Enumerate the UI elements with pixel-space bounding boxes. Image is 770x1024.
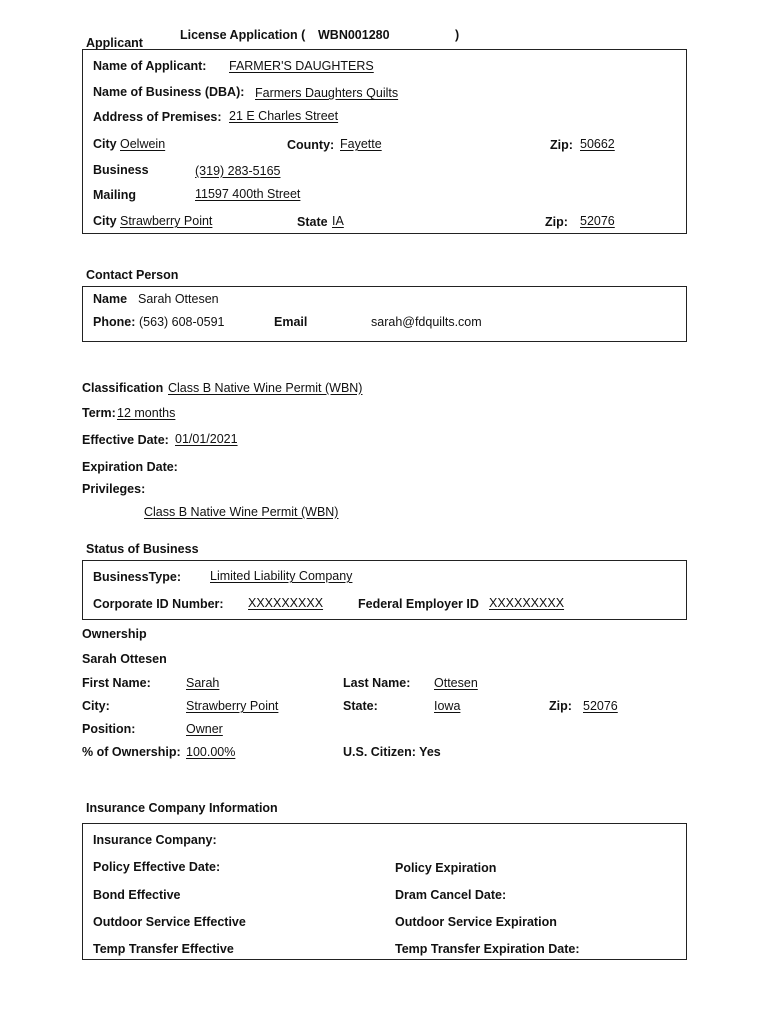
- ownership-percent-label: % of Ownership:: [82, 745, 181, 759]
- county-value: Fayette: [340, 137, 382, 151]
- dram-cancel-label: Dram Cancel Date:: [395, 888, 507, 902]
- owner-state-label: State:: [343, 699, 378, 713]
- classification-label: Classification: [82, 381, 164, 395]
- outdoor-expiration-label: Outdoor Service Expiration: [395, 915, 557, 929]
- expiration-date-label: Expiration Date:: [82, 460, 178, 474]
- city-value: Oelwein: [120, 137, 166, 151]
- temp-transfer-expiration-label: Temp Transfer Expiration Date:: [395, 942, 580, 956]
- mail-city-label: City: [93, 214, 117, 228]
- applicant-name-label: Name of Applicant:: [93, 59, 207, 73]
- contact-phone-label: Phone:: [93, 315, 136, 329]
- dba-value: Farmers Daughters Quilts: [255, 86, 399, 100]
- effective-date-label: Effective Date:: [82, 433, 169, 447]
- policy-expiration-label: Policy Expiration: [395, 861, 497, 875]
- applicant-heading: Applicant: [86, 36, 143, 50]
- zip-label: Zip:: [550, 138, 573, 152]
- contact-email-value: sarah@fdquilts.com: [371, 315, 482, 329]
- contact-email-label: Email: [274, 315, 308, 329]
- zip-value: 50662: [580, 137, 615, 151]
- status-box: [82, 560, 687, 620]
- privileges-label: Privileges:: [82, 482, 146, 496]
- mail-zip-label: Zip:: [545, 215, 568, 229]
- corporate-id-label: Corporate ID Number:: [93, 597, 224, 611]
- address-label: Address of Premises:: [93, 110, 222, 124]
- owner-zip-label: Zip:: [549, 699, 572, 713]
- mailing-value: 11597 400th Street: [195, 187, 301, 201]
- first-name-label: First Name:: [82, 676, 151, 690]
- bond-effective-label: Bond Effective: [93, 888, 181, 902]
- term-label: Term:: [82, 406, 116, 420]
- address-value: 21 E Charles Street: [229, 109, 339, 123]
- outdoor-effective-label: Outdoor Service Effective: [93, 915, 246, 929]
- position-value: Owner: [186, 722, 223, 736]
- owner-city-value: Strawberry Point: [186, 699, 279, 713]
- term-value: 12 months: [117, 406, 176, 420]
- privileges-value: Class B Native Wine Permit (WBN): [144, 505, 339, 519]
- title-prefix: License Application (: [180, 28, 306, 42]
- position-label: Position:: [82, 722, 136, 736]
- first-name-value: Sarah: [186, 676, 220, 690]
- effective-date-value: 01/01/2021: [175, 432, 238, 446]
- contact-heading: Contact Person: [86, 268, 179, 282]
- status-heading: Status of Business: [86, 542, 199, 556]
- temp-transfer-effective-label: Temp Transfer Effective: [93, 942, 234, 956]
- ownership-heading: Ownership: [82, 627, 147, 641]
- applicant-name-value: FARMER'S DAUGHTERS: [229, 59, 374, 73]
- owner-name: Sarah Ottesen: [82, 652, 167, 666]
- mail-state-value: IA: [332, 214, 344, 228]
- owner-city-label: City:: [82, 699, 110, 713]
- owner-zip-value: 52076: [583, 699, 618, 713]
- business-phone-value: (319) 283-5165: [195, 164, 281, 178]
- business-type-label: BusinessType:: [93, 570, 181, 584]
- dba-label: Name of Business (DBA):: [93, 85, 245, 99]
- county-label: County:: [287, 138, 335, 152]
- owner-state-value: Iowa: [434, 699, 461, 713]
- license-number: WBN001280: [318, 28, 390, 42]
- insurance-company-label: Insurance Company:: [93, 833, 217, 847]
- ownership-percent-value: 100.00%: [186, 745, 236, 759]
- us-citizen: U.S. Citizen: Yes: [343, 745, 441, 759]
- business-phone-label: Business: [93, 163, 149, 177]
- mailing-label: Mailing: [93, 188, 137, 202]
- city-label: City: [93, 137, 117, 151]
- federal-employer-id-value: XXXXXXXXX: [489, 596, 565, 610]
- business-type-value: Limited Liability Company: [210, 569, 353, 583]
- contact-name-label: Name: [93, 292, 128, 306]
- mail-state-label: State: [297, 215, 328, 229]
- insurance-heading: Insurance Company Information: [86, 801, 278, 815]
- federal-employer-id-label: Federal Employer ID: [358, 597, 479, 611]
- last-name-value: Ottesen: [434, 676, 478, 690]
- title-suffix: ): [455, 28, 460, 42]
- last-name-label: Last Name:: [343, 676, 411, 690]
- corporate-id-value: XXXXXXXXX: [248, 596, 324, 610]
- classification-value: Class B Native Wine Permit (WBN): [168, 381, 363, 395]
- mail-zip-value: 52076: [580, 214, 615, 228]
- policy-effective-label: Policy Effective Date:: [93, 860, 221, 874]
- mail-city-value: Strawberry Point: [120, 214, 213, 228]
- contact-phone-value: (563) 608-0591: [139, 315, 225, 329]
- contact-name-value: Sarah Ottesen: [138, 292, 219, 306]
